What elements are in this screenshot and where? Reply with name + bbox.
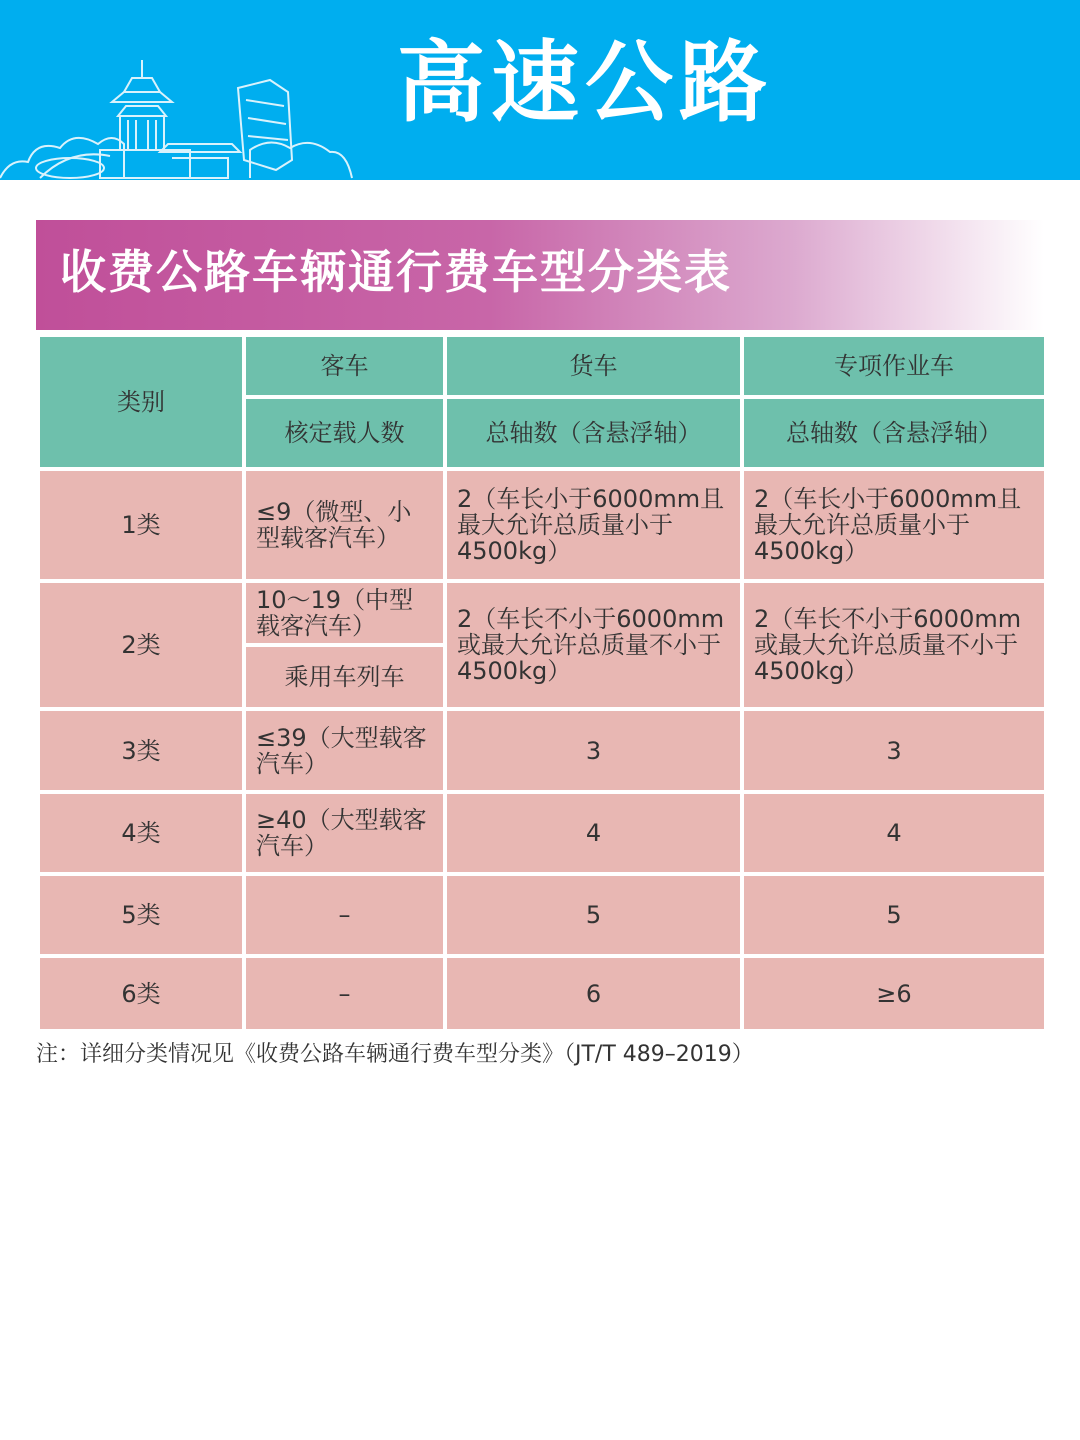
cell-special: 4	[742, 792, 1046, 874]
cell-bus: 10～19（中型载客汽车）	[244, 581, 445, 645]
page-title: 高速公路	[396, 31, 773, 134]
cell-special: 2（车长小于6000mm且最大允许总质量小于4500kg）	[742, 469, 1046, 581]
cell-bus: –	[244, 956, 445, 1031]
cell-truck: 3	[445, 709, 742, 792]
cell-special: ≥6	[742, 956, 1046, 1031]
cell-truck: 6	[445, 956, 742, 1031]
cell-special: 3	[742, 709, 1046, 792]
table-row	[38, 956, 1046, 1031]
cell-truck: 4	[445, 792, 742, 874]
cell-category: 6类	[38, 956, 244, 1031]
table-row	[38, 874, 1046, 956]
footnote: 注：详细分类情况见《收费公路车辆通行费车型分类》（JT/T 489–2019）	[36, 1042, 754, 1067]
header-bus: 客车	[244, 335, 445, 397]
cell-bus: ≤39（大型载客汽车）	[244, 709, 445, 792]
cell-truck: 5	[445, 874, 742, 956]
cell-bus: ≥40（大型载客汽车）	[244, 792, 445, 874]
cell-category: 4类	[38, 792, 244, 874]
table-title-bar	[36, 220, 1044, 330]
header-category: 类别	[38, 335, 244, 469]
cell-special: 2（车长不小于6000mm或最大允许总质量不小于4500kg）	[742, 581, 1046, 709]
header-truck: 货车	[445, 335, 742, 397]
table-title: 收费公路车辆通行费车型分类表	[60, 245, 732, 299]
table-row	[38, 709, 1046, 792]
header-banner	[0, 0, 1080, 180]
cell-bus-extra: 乘用车列车	[244, 645, 445, 709]
table-row	[38, 469, 1046, 581]
table-header-row	[38, 335, 1046, 397]
cell-category: 3类	[38, 709, 244, 792]
cell-category: 2类	[38, 581, 244, 709]
cell-special: 5	[742, 874, 1046, 956]
header-special: 专项作业车	[742, 335, 1046, 397]
cell-truck: 2（车长小于6000mm且最大允许总质量小于4500kg）	[445, 469, 742, 581]
header-bus-sub: 核定载人数	[244, 397, 445, 469]
vehicle-classification-table	[36, 333, 1048, 1033]
table-row	[38, 792, 1046, 874]
cell-category: 1类	[38, 469, 244, 581]
cell-truck: 2（车长不小于6000mm或最大允许总质量不小于4500kg）	[445, 581, 742, 709]
cell-bus: –	[244, 874, 445, 956]
header-truck-sub: 总轴数（含悬浮轴）	[445, 397, 742, 469]
cell-category: 5类	[38, 874, 244, 956]
cell-bus: ≤9（微型、小型载客汽车）	[244, 469, 445, 581]
table-row	[38, 581, 1046, 645]
header-special-sub: 总轴数（含悬浮轴）	[742, 397, 1046, 469]
